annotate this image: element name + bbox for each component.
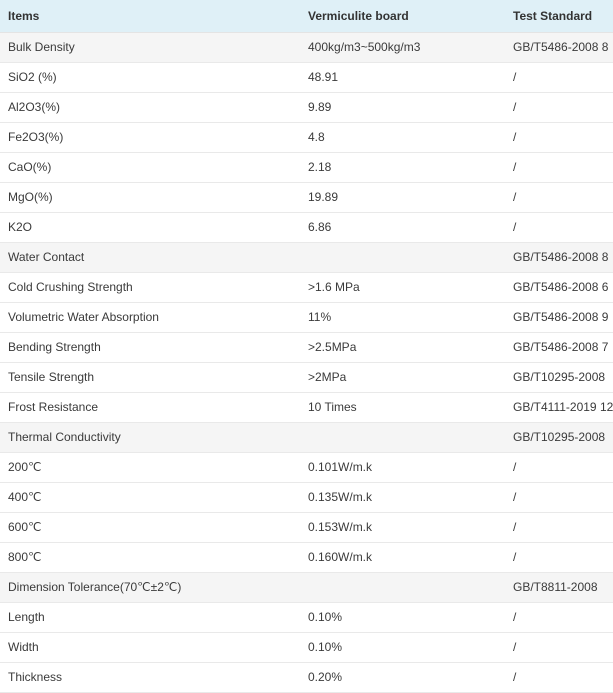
- table-row: [0, 483, 613, 513]
- table-row: [0, 633, 613, 663]
- cell-standard: /: [505, 453, 613, 483]
- cell-standard: /: [505, 543, 613, 573]
- cell-item: CaO(%): [0, 153, 300, 183]
- cell-standard: /: [505, 93, 613, 123]
- cell-item: Al2O3(%): [0, 93, 300, 123]
- table-row: [0, 423, 613, 453]
- column-header-items: Items: [0, 0, 300, 33]
- cell-standard: GB/T5486-2008 6: [505, 273, 613, 303]
- cell-standard: /: [505, 183, 613, 213]
- table-body: [0, 33, 613, 693]
- cell-item: 600℃: [0, 513, 300, 543]
- cell-item: Water Contact: [0, 243, 300, 273]
- cell-standard: GB/T4111-2019 12: [505, 393, 613, 423]
- cell-value: >2MPa: [300, 363, 505, 393]
- table-row: [0, 93, 613, 123]
- cell-value: 0.10%: [300, 603, 505, 633]
- cell-value: 400kg/m3~500kg/m3: [300, 33, 505, 63]
- cell-value: 6.86: [300, 213, 505, 243]
- column-header-vermiculite-board: Vermiculite board: [300, 0, 505, 33]
- cell-value: 0.135W/m.k: [300, 483, 505, 513]
- cell-value: 11%: [300, 303, 505, 333]
- column-header-test-standard: Test Standard: [505, 0, 613, 33]
- cell-item: Thickness: [0, 663, 300, 693]
- table-row: [0, 363, 613, 393]
- table-header-row: [0, 0, 613, 33]
- cell-item: Width: [0, 633, 300, 663]
- cell-value: >2.5MPa: [300, 333, 505, 363]
- cell-item: K2O: [0, 213, 300, 243]
- table-row: [0, 453, 613, 483]
- cell-item: Length: [0, 603, 300, 633]
- cell-value: 9.89: [300, 93, 505, 123]
- cell-standard: /: [505, 483, 613, 513]
- cell-standard: GB/T8811-2008: [505, 573, 613, 603]
- table-row: [0, 603, 613, 633]
- cell-value: 19.89: [300, 183, 505, 213]
- cell-standard: GB/T5486-2008 8: [505, 243, 613, 273]
- cell-standard: GB/T10295-2008: [505, 363, 613, 393]
- cell-value: 0.160W/m.k: [300, 543, 505, 573]
- cell-standard: /: [505, 123, 613, 153]
- table-row: [0, 303, 613, 333]
- cell-value: [300, 573, 505, 603]
- cell-standard: GB/T5486-2008 8: [505, 33, 613, 63]
- cell-standard: GB/T5486-2008 9: [505, 303, 613, 333]
- cell-standard: /: [505, 633, 613, 663]
- table-row: [0, 63, 613, 93]
- cell-value: [300, 243, 505, 273]
- cell-value: 0.10%: [300, 633, 505, 663]
- cell-standard: /: [505, 213, 613, 243]
- table-row: [0, 123, 613, 153]
- table-header: [0, 0, 613, 33]
- cell-item: 400℃: [0, 483, 300, 513]
- cell-item: Frost Resistance: [0, 393, 300, 423]
- cell-standard: GB/T5486-2008 7: [505, 333, 613, 363]
- cell-value: 2.18: [300, 153, 505, 183]
- cell-value: 48.91: [300, 63, 505, 93]
- cell-item: Thermal Conductivity: [0, 423, 300, 453]
- cell-standard: /: [505, 603, 613, 633]
- table-row: [0, 573, 613, 603]
- table-row: [0, 393, 613, 423]
- cell-item: MgO(%): [0, 183, 300, 213]
- cell-value: 4.8: [300, 123, 505, 153]
- cell-item: Fe2O3(%): [0, 123, 300, 153]
- table-row: [0, 213, 613, 243]
- table-row: [0, 243, 613, 273]
- cell-standard: /: [505, 513, 613, 543]
- cell-value: >1.6 MPa: [300, 273, 505, 303]
- table-row: [0, 183, 613, 213]
- cell-item: 800℃: [0, 543, 300, 573]
- cell-item: SiO2 (%): [0, 63, 300, 93]
- table-row: [0, 33, 613, 63]
- cell-item: Bulk Density: [0, 33, 300, 63]
- table-row: [0, 153, 613, 183]
- cell-item: Dimension Tolerance(70℃±2℃): [0, 573, 300, 603]
- cell-value: [300, 423, 505, 453]
- cell-item: Cold Crushing Strength: [0, 273, 300, 303]
- cell-item: Volumetric Water Absorption: [0, 303, 300, 333]
- cell-value: 10 Times: [300, 393, 505, 423]
- cell-value: 0.101W/m.k: [300, 453, 505, 483]
- cell-value: 0.153W/m.k: [300, 513, 505, 543]
- cell-standard: /: [505, 63, 613, 93]
- cell-value: 0.20%: [300, 663, 505, 693]
- table-row: [0, 663, 613, 693]
- cell-item: Tensile Strength: [0, 363, 300, 393]
- table-row: [0, 333, 613, 363]
- table-row: [0, 543, 613, 573]
- cell-standard: /: [505, 663, 613, 693]
- table-row: [0, 273, 613, 303]
- table-row: [0, 513, 613, 543]
- cell-standard: /: [505, 153, 613, 183]
- cell-item: 200℃: [0, 453, 300, 483]
- cell-standard: GB/T10295-2008: [505, 423, 613, 453]
- cell-item: Bending Strength: [0, 333, 300, 363]
